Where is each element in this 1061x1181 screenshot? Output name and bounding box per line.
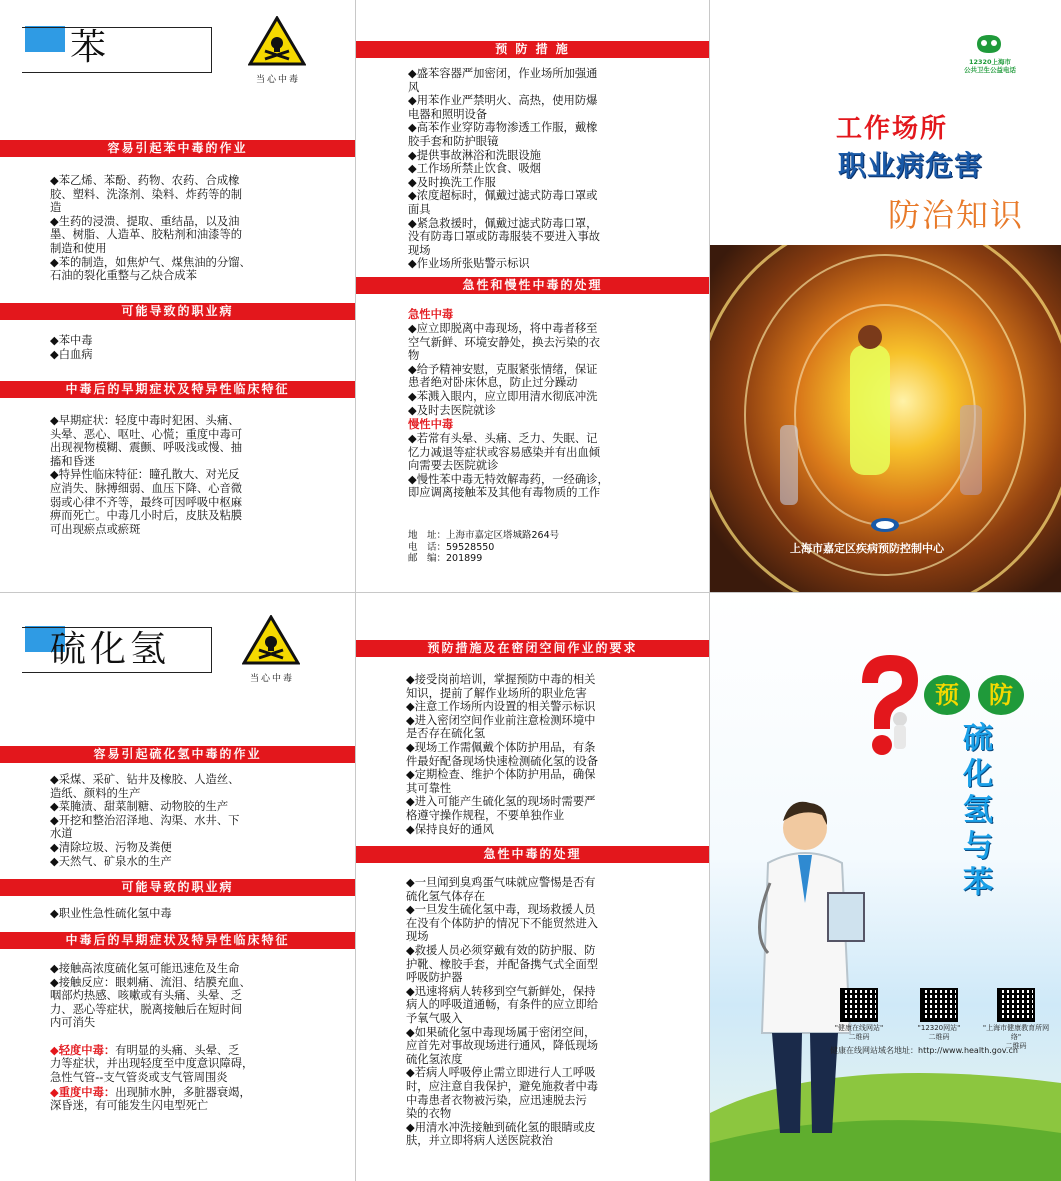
qr-label: "12320网站" 二维码 — [917, 1024, 961, 1041]
cover-panel-1 — [710, 0, 1061, 592]
section-heading: 中毒后的早期症状及特异性临床特征 — [0, 932, 355, 949]
section-text: ◆应立即脱离中毒现场，将中毒者移至 空气新鲜、环境安静处，换去污染的衣 物 ◆给予精神安慰，克服紧张情绪，保证 患者绝对卧床休息，防止过分躁动 ◆苯溅入眼内，应立即用清水彻底冲洗 ◆及时去医院就诊 — [408, 322, 601, 417]
prevent-fang: 防 — [989, 681, 1013, 709]
organization-name: 上海市嘉定区疾病预防控制中心 — [790, 542, 944, 555]
section-text: ◆苯乙烯、苯酚、药物、农药、合成橡 胶、塑料、洗涤剂、染料、炸药等的制 造 ◆生药的浸溃、提取、重结晶，以及油 墨、树脂、人造革、胶粘剂和油漆等的 制造和使用 ◆苯的制造，如焦炉气、煤焦油的分馏、 石油的裂化重整与乙炔合成苯 — [50, 174, 251, 283]
cdc-logo-icon — [870, 517, 900, 533]
severe-desc: 出现肺水肿，多脏器衰竭， 深昏迷，有可能发生闪电型死亡 — [50, 1085, 251, 1113]
section-text: ◆盛苯容器严加密闭，作业场所加强通 风 ◆用苯作业严禁明火、高热，使用防爆 电器和照明设备 ◆高苯作业穿防毒物渗透工作服，戴橡 胶手套和防护眼镜 ◆提供事故淋浴和洗眼设施 ◆工作场所禁止饮食、吸烟 ◆及时换洗工作服 ◆浓度超标时，佩戴过滤式防毒口罩或 面具 ◆紧急救援时，佩戴过滤式防毒口罩， 没有防毒口罩或防毒服装不要进入事故 现场 ◆作业场所张贴警示标识 — [408, 67, 601, 271]
section-text: ◆接受岗前培训，掌握预防中毒的相关 知识，提前了解作业场所的职业危害 ◆注意工作场所内设置的相关警示标识 ◆进入密闭空间作业前注意检测环境中 是否存在硫化氢 ◆现场工作需佩戴个体防护用品，有条 件最好配备现场快速检测硫化氢的设备 ◆定期检查、维护个体防护用品，确保 其可靠性 ◆进入可能产生硫化氢的现场时需要严 格遵守操作规程，不要单独作业 ◆保持良好的通风 — [406, 673, 599, 836]
section-heading: 可能导致的职业病 — [0, 303, 355, 320]
vertical-char: 硫 — [963, 721, 993, 756]
section-text: ◆一旦闻到臭鸡蛋气味就应警惕是否有 硫化氢气体存在 ◆一旦发生硫化氢中毒，现场救援人员 在没有个体防护的情况下不能贸然进入 现场 ◆救援人员必须穿戴有效的防护服、防 护靴、橡胶手套，并配备携气式全面型 呼吸防护器 ◆迅速将病人转移到空气新鲜处，保持 病人的呼吸道通畅，有条件的应立即给 予氧气吸入 ◆如果硫化氢中毒现场属于密闭空间， 应首先对事故现场进行通风，降低现场 硫化氢浓度 ◆若病人呼吸停止需立即进行人工呼吸 时，应注意自我保护，避免施救者中毒 中毒患者衣物被污染，应迅速脱去污 染的衣物 ◆用清水冲洗接触到硫化氢的眼睛或皮 肤，并立即将病人送医院救治 — [406, 876, 599, 1148]
section-text: ◆苯中毒 ◆白血病 — [50, 334, 93, 361]
section-text: ◆早期症状：轻度中毒时犯困、头痛、 头晕、恶心、呕吐、心慌；重度中毒可 出现视物模糊、震颤、呼吸浅或慢、抽 搐和昏迷 ◆特异性临床特征：瞳孔散大、对光反 应消失、脉搏细弱、血压下降、心音微 弱或心律不齐等，最终可因呼吸中枢麻 痹而死亡。中毒几小时后，皮肤及粘膜 可出现瘀点或瘀斑 — [50, 414, 243, 536]
hotline-logo-icon — [974, 32, 1004, 56]
warning-label: 当心中毒 — [256, 75, 301, 85]
website-address[interactable]: 健康在线网站域名地址：http://www.health.gov.cn — [830, 1046, 1018, 1055]
cover-line-1: 工作场所 — [836, 114, 949, 144]
section-text: ◆采煤、采矿、钻井及橡胶、人造丝、 造纸、颜料的生产 ◆菜腌渍、甜菜制糖、动物胶的生产 ◆开挖和整治沼泽地、沟渠、水井、下 水道 ◆清除垃圾、污物及粪便 ◆天然气、矿泉水的生产 — [50, 773, 240, 868]
qr-code-health-online[interactable] — [840, 988, 878, 1022]
prevent-yu: 预 — [935, 681, 959, 709]
section-text: ◆接触高浓度硫化氢可能迅速危及生命 ◆接触反应：眼刺痛、流泪、结膜充血、 咽部灼热感、咳嗽或有头痛、头晕、乏 力、恶心等症状，脱离接触后在短时间 内可消失 — [50, 962, 251, 1030]
vertical-char: 化 — [963, 757, 993, 792]
h2s-title: 硫化氢 — [50, 629, 171, 670]
mild-desc: 有明显的头痛、头晕、乏 力等症状，并出现轻度至中度意识障碍， 急性气管--支气管炎或支气管周围炎 — [50, 1043, 254, 1084]
hotline-text: 12320上海市 公共卫生公益电话 — [964, 58, 1016, 74]
benzene-prevention-panel — [356, 0, 709, 592]
doctor-illustration — [710, 783, 1061, 1181]
qr-label: "健康在线网站" 二维码 — [834, 1024, 884, 1041]
acute-label: 急性中毒 — [408, 308, 454, 321]
cover-panel-2 — [710, 593, 1061, 1181]
qr-code-health-education[interactable] — [997, 988, 1035, 1022]
section-heading: 预防措施及在密闭空间作业的要求 — [356, 640, 709, 657]
toxic-warning-icon — [242, 615, 300, 667]
chronic-label: 慢性中毒 — [408, 418, 454, 431]
vertical-char: 与 — [963, 829, 993, 864]
toxic-warning-icon — [248, 16, 306, 68]
section-heading: 容易引起硫化氢中毒的作业 — [0, 746, 355, 763]
severe-poisoning-text — [50, 1072, 345, 1113]
contact-info: 地 址：上海市嘉定区塔城路264号 电 话：59528550 邮 编：201899 — [408, 530, 560, 564]
qr-code-12320[interactable] — [920, 988, 958, 1022]
question-mark-icon — [848, 649, 928, 759]
cover-line-3: 防治知识 — [888, 196, 1025, 234]
section-heading: 急性和慢性中毒的处理 — [356, 277, 709, 294]
severe-label: ◆重度中毒： — [50, 1085, 116, 1099]
h2s-prevention-panel — [356, 593, 709, 1181]
section-text: ◆职业性急性硫化氢中毒 — [50, 907, 172, 920]
section-text: ◆若常有头晕、头痛、乏力、失眠、记 忆力减退等症状或容易感染并有出血倾 向需要去医院就诊 ◆慢性苯中毒无特效解毒药，一经确诊， 即应调离接触苯及其他有毒物质的工作 — [408, 432, 609, 500]
qr-label: "上海市健康教育所网络" 二维码 — [982, 1024, 1050, 1050]
mild-label: ◆轻度中毒： — [50, 1043, 116, 1057]
h2s-hazard-panel — [0, 593, 355, 1181]
section-heading: 预 防 措 施 — [356, 41, 709, 58]
section-heading: 可能导致的职业病 — [0, 879, 355, 896]
vertical-char: 氢 — [963, 793, 993, 828]
benzene-title: 苯 — [70, 27, 111, 68]
vertical-char: 苯 — [963, 865, 993, 900]
benzene-hazard-panel — [0, 0, 355, 592]
corridor-photo — [710, 245, 1061, 592]
section-heading: 急性中毒的处理 — [356, 846, 709, 863]
section-heading: 中毒后的早期症状及特异性临床特征 — [0, 381, 355, 398]
warning-label: 当心中毒 — [250, 674, 295, 684]
title-frame — [22, 27, 212, 73]
section-heading: 容易引起苯中毒的作业 — [0, 140, 355, 157]
cover-line-2: 职业病危害 — [838, 149, 984, 182]
